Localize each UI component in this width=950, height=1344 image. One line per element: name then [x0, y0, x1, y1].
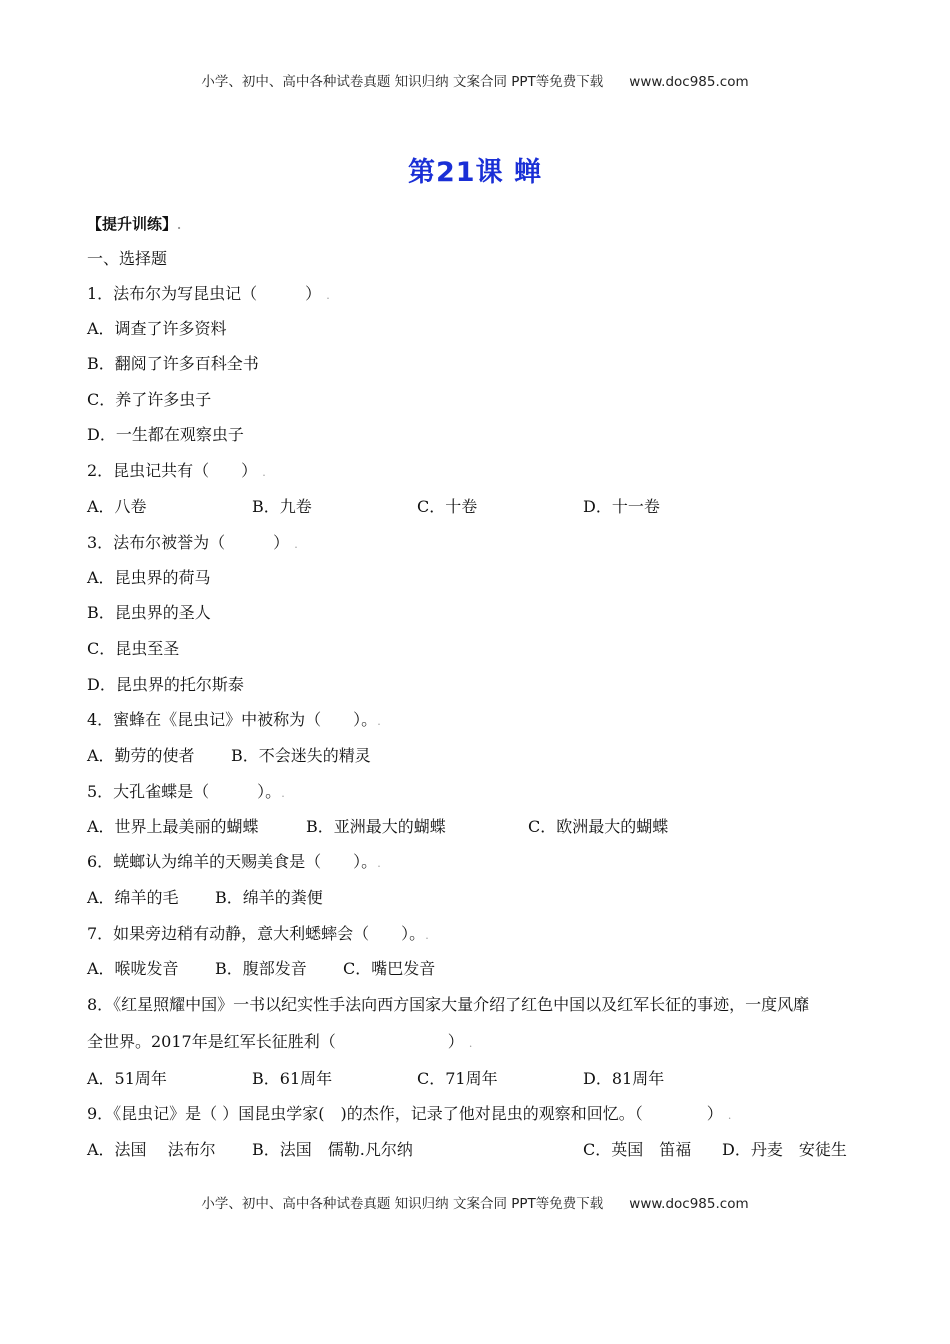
header-text: 小学、初中、高中各种试卷真题 知识归纳 文案合同 PPT等免费下载	[201, 74, 604, 90]
page-footer	[0, 1192, 950, 1212]
question-9-option-d: D．丹麦 安徒生	[722, 1140, 847, 1159]
question-1-option-b: B．翻阅了许多百科全书	[87, 354, 259, 373]
question-2-option-c: C．十卷	[417, 497, 478, 516]
question-1-option-a: A．调查了许多资料	[87, 319, 227, 338]
question-7-option-a: A．喉咙发音	[87, 959, 179, 978]
question-5-stem: 5．大孔雀蝶是（ ）。.	[87, 782, 285, 801]
question-2-option-b: B．九卷	[252, 497, 312, 516]
question-3-option-b: B．昆虫界的圣人	[87, 603, 211, 622]
question-6-option-a: A．绵羊的毛	[87, 888, 179, 907]
question-1-option-d: D．一生都在观察虫子	[87, 425, 244, 444]
question-8-option-a: A．51周年	[87, 1069, 167, 1088]
question-5-option-c: C．欧洲最大的蝴蝶	[528, 817, 669, 836]
header-url: www.doc985.com	[629, 74, 749, 90]
question-8-stem-line-2: 全世界。2017年是红军长征胜利（ ） .	[87, 1032, 473, 1051]
question-8-stem-line-1: 8．《红星照耀中国》一书以纪实性手法向西方国家大量介绍了红色中国以及红军长征的事迹，一度风靡	[87, 995, 810, 1014]
footer-text: 小学、初中、高中各种试卷真题 知识归纳 文案合同 PPT等免费下载	[201, 1196, 604, 1212]
question-2-option-a: A．八卷	[87, 497, 147, 516]
question-8-option-d: D．81周年	[583, 1069, 665, 1088]
question-3-option-a: A．昆虫界的荷马	[87, 568, 211, 587]
question-8-option-c: C．71周年	[417, 1069, 498, 1088]
question-9-stem: 9．《昆虫记》是（ ）国昆虫学家( )的杰作，记录了他对昆虫的观察和回忆。（ ） .	[87, 1104, 732, 1123]
question-9-option-c: C．英国 笛福	[583, 1140, 692, 1159]
question-1-stem: 1．法布尔为写昆虫记（ ） .	[87, 284, 330, 303]
question-6-stem: 6．蜣螂认为绵羊的天赐美食是（ ）。.	[87, 852, 381, 871]
question-9-option-b: B．法国 儒勒.凡尔纳	[252, 1140, 413, 1159]
question-5-option-b: B．亚洲最大的蝴蝶	[306, 817, 446, 836]
question-1-option-c: C．养了许多虫子	[87, 390, 212, 409]
question-7-stem: 7．如果旁边稍有动静，意大利蟋蟀会（ ）。.	[87, 924, 429, 943]
question-6-option-b: B．绵羊的粪便	[215, 888, 323, 907]
question-4-option-b: B．不会迷失的精灵	[231, 746, 371, 765]
question-8-option-b: B．61周年	[252, 1069, 333, 1088]
question-3-stem: 3．法布尔被誉为（ ） .	[87, 533, 298, 552]
part-heading: 一、选择题	[87, 249, 168, 268]
question-7-option-b: B．腹部发音	[215, 959, 307, 978]
section-heading: 【提升训练】.	[87, 215, 182, 233]
question-2-option-d: D．十一卷	[583, 497, 660, 516]
page-title: 第21课 蝉	[408, 157, 542, 188]
footer-url: www.doc985.com	[629, 1196, 749, 1212]
page-header	[0, 70, 950, 90]
question-3-option-c: C．昆虫至圣	[87, 639, 180, 658]
question-4-option-a: A．勤劳的使者	[87, 746, 195, 765]
question-9-option-a: A．法国 法布尔	[87, 1140, 216, 1159]
question-5-option-a: A．世界上最美丽的蝴蝶	[87, 817, 259, 836]
question-4-stem: 4．蜜蜂在《昆虫记》中被称为（ ）。.	[87, 710, 381, 729]
question-2-stem: 2．昆虫记共有（ ） .	[87, 461, 266, 480]
question-3-option-d: D．昆虫界的托尔斯泰	[87, 675, 244, 694]
question-7-option-c: C．嘴巴发音	[343, 959, 436, 978]
